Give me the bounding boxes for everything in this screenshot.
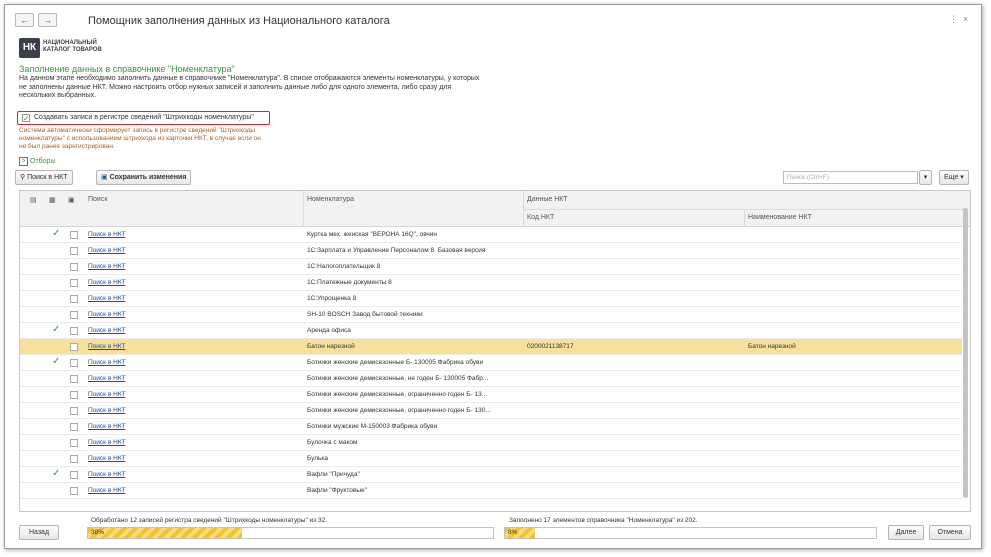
table-row[interactable] xyxy=(20,371,962,387)
left-progress-text: Обработано 12 записей регистра сведений "Штрихкоды номенклатуры" из 32. xyxy=(91,517,328,524)
nomenclature-table xyxy=(19,190,971,512)
search-nkt-link[interactable]: Поиск в НКТ xyxy=(88,359,126,366)
header-search[interactable]: Поиск xyxy=(88,196,108,203)
table-row[interactable] xyxy=(20,419,962,435)
table-row[interactable] xyxy=(20,291,962,307)
table-row[interactable] xyxy=(20,483,962,499)
next-button[interactable]: Далее xyxy=(888,525,924,540)
nkt-code-cell: 0200021138717 xyxy=(527,343,574,350)
create-records-hint: Система автоматически сформирует запись в регистре сведений "Штрихкоды номенклатуры" с использованием штрихкода из карточки НКТ, в случае если он не был ранее зарегистрирован. xyxy=(19,127,261,150)
search-nkt-link[interactable]: Поиск в НКТ xyxy=(88,327,126,334)
chevron-right-icon: > xyxy=(19,157,28,166)
nomenclature-cell: Ботинки женские демисезонные, не годен Б- 130005 Фабр... xyxy=(307,375,489,382)
assistant-window xyxy=(4,4,982,549)
left-progress-bar xyxy=(87,527,494,539)
right-progress-bar xyxy=(504,527,877,539)
search-nkt-link[interactable]: Поиск в НКТ xyxy=(88,423,126,430)
window-title: Помощник заполнения данных из Национального каталога xyxy=(88,15,390,27)
create-records-checkbox[interactable]: ✓ xyxy=(23,114,30,123)
header-divider xyxy=(524,209,964,210)
filled-check-icon: ✓ xyxy=(52,356,61,367)
row-checkbox[interactable] xyxy=(70,487,78,495)
more-label: Еще xyxy=(944,174,959,181)
search-nkt-link[interactable]: Поиск в НКТ xyxy=(88,295,126,302)
step-description: На данном этапе необходимо заполнить данные в справочнике "Номенклатура". В списке отображаются элементы номенклатуры, у которых не заполнены данные НКТ. Можно настроить отбор нужных записей и заполнить данные либо для одного элемента, либо сразу для нескольких выбранных. xyxy=(19,75,480,99)
table-row[interactable] xyxy=(20,387,962,403)
table-row[interactable] xyxy=(20,339,962,355)
create-records-label: Создавать записи в регистре сведений "Штрихкоды номенклатуры" xyxy=(34,114,254,121)
table-row[interactable] xyxy=(20,355,962,371)
nomenclature-cell: Аренда офиса xyxy=(307,327,351,334)
search-nkt-link[interactable]: Поиск в НКТ xyxy=(88,343,126,350)
nkt-logo-mark: НК xyxy=(19,38,40,58)
table-row[interactable] xyxy=(20,403,962,419)
row-checkbox[interactable] xyxy=(70,247,78,255)
row-checkbox[interactable] xyxy=(70,295,78,303)
right-progress-percent: 8% xyxy=(508,529,518,536)
row-checkbox[interactable] xyxy=(70,231,78,239)
search-options-button[interactable] xyxy=(919,170,932,185)
search-nkt-link[interactable]: Поиск в НКТ xyxy=(88,439,126,446)
header-nkt-name[interactable]: Наименование НКТ xyxy=(748,214,812,221)
table-row[interactable] xyxy=(20,435,962,451)
logo-line-2: КАТАЛОГ ТОВАРОВ xyxy=(43,47,102,53)
arrow-right-icon: → xyxy=(43,15,52,25)
header-nkt-code[interactable]: Код НКТ xyxy=(527,214,555,221)
table-row[interactable] xyxy=(20,243,962,259)
nomenclature-cell: Батон нарезной xyxy=(307,343,355,350)
save-icon: ▣ xyxy=(101,174,108,181)
row-checkbox[interactable] xyxy=(70,391,78,399)
nomenclature-cell: Ботинки женские демисезонные, ограниченно годен Б- 130... xyxy=(307,407,491,414)
row-checkbox[interactable] xyxy=(70,455,78,463)
row-checkbox[interactable] xyxy=(70,311,78,319)
nkt-logo-text xyxy=(43,40,102,54)
search-nkt-label: Поиск в НКТ xyxy=(27,174,68,181)
search-nkt-link[interactable]: Поиск в НКТ xyxy=(88,279,126,286)
nomenclature-cell: Ботинки женские демисезонные Б- 130005 Фабрика обуви xyxy=(307,359,484,366)
table-row[interactable] xyxy=(20,259,962,275)
search-nkt-link[interactable]: Поиск в НКТ xyxy=(88,263,126,270)
nomenclature-cell: SH-10 BOSCH Завод бытовой техники xyxy=(307,311,423,318)
search-nkt-link[interactable]: Поиск в НКТ xyxy=(88,231,126,238)
search-nkt-button[interactable] xyxy=(15,170,73,185)
nomenclature-cell: Булочка с маком xyxy=(307,439,358,446)
row-checkbox[interactable] xyxy=(70,423,78,431)
row-checkbox[interactable] xyxy=(70,439,78,447)
nomenclature-cell: Куртка мех. женская "ВЕРОНА 16Q", овчин xyxy=(307,231,438,238)
nomenclature-cell: Вафли "Причуда" xyxy=(307,471,360,478)
create-records-option[interactable] xyxy=(17,111,270,125)
left-progress-fill xyxy=(88,528,242,538)
nomenclature-cell: 1С:Упрощенка 8 xyxy=(307,295,357,302)
scrollbar-thumb[interactable] xyxy=(963,208,968,498)
logo-line-1: НАЦИОНАЛЬНЫЙ xyxy=(43,40,97,46)
header-nomenclature[interactable]: Номенклатура xyxy=(307,196,354,203)
search-nkt-link[interactable]: Поиск в НКТ xyxy=(88,471,126,478)
nomenclature-cell: Вафли "Фруктовые" xyxy=(307,487,367,494)
nomenclature-cell: Ботинки женские демисезонные, ограниченно годен Б- 13... xyxy=(307,391,488,398)
row-checkbox[interactable] xyxy=(70,343,78,351)
chevron-down-icon: ▾ xyxy=(923,174,928,181)
table-row[interactable] xyxy=(20,323,962,339)
filled-check-icon: ✓ xyxy=(52,324,61,335)
column-divider xyxy=(303,191,304,227)
search-nkt-link[interactable]: Поиск в НКТ xyxy=(88,247,126,254)
left-progress-percent: 38% xyxy=(91,529,105,536)
save-column-icon[interactable]: ▣ xyxy=(68,197,75,204)
cancel-button[interactable]: Отмена xyxy=(929,525,971,540)
row-checkbox[interactable] xyxy=(70,407,78,415)
filled-check-icon: ✓ xyxy=(52,228,61,239)
search-input[interactable]: Поиск (Ctrl+F) xyxy=(783,171,918,184)
filters-label: Отборы xyxy=(30,158,56,165)
deselect-all-icon[interactable]: ▦ xyxy=(49,197,56,204)
back-nav-button[interactable] xyxy=(15,13,34,27)
row-checkbox[interactable] xyxy=(70,471,78,479)
search-nkt-link[interactable]: Поиск в НКТ xyxy=(88,391,126,398)
close-icon[interactable]: × xyxy=(963,14,969,24)
search-nkt-link[interactable]: Поиск в НКТ xyxy=(88,487,126,494)
row-checkbox[interactable] xyxy=(70,327,78,335)
nomenclature-cell: 1С:Платежные документы 8 xyxy=(307,279,392,286)
more-button[interactable] xyxy=(939,170,969,185)
magnifier-icon: ⚲ xyxy=(20,174,26,181)
row-checkbox[interactable] xyxy=(70,375,78,383)
caret-down-icon: ▾ xyxy=(960,174,964,181)
filters-toggle[interactable] xyxy=(19,157,55,166)
table-row[interactable] xyxy=(20,451,962,467)
back-button[interactable]: Назад xyxy=(19,525,59,540)
more-menu-icon[interactable]: ⋮ xyxy=(949,14,958,24)
header-nkt-data: Данные НКТ xyxy=(527,196,568,203)
table-header xyxy=(20,191,970,227)
filled-check-icon: ✓ xyxy=(52,468,61,479)
save-changes-label: Сохранить изменения xyxy=(109,174,187,181)
nkt-name-cell: Батон нарезной xyxy=(748,343,796,350)
row-checkbox[interactable] xyxy=(70,279,78,287)
vertical-scrollbar[interactable] xyxy=(962,205,969,505)
search-nkt-link[interactable]: Поиск в НКТ xyxy=(88,407,126,414)
search-nkt-link[interactable]: Поиск в НКТ xyxy=(88,455,126,462)
arrow-left-icon: ← xyxy=(20,15,29,25)
nomenclature-cell: 1С:Налогоплательщик 8 xyxy=(307,263,381,270)
search-nkt-link[interactable]: Поиск в НКТ xyxy=(88,375,126,382)
nomenclature-cell: Ботинки мужские М-150003 Фабрика обуви xyxy=(307,423,438,430)
section-title: Заполнение данных в справочнике "Номенклатура" xyxy=(19,64,235,74)
forward-nav-button[interactable] xyxy=(38,13,57,27)
table-row[interactable] xyxy=(20,467,962,483)
table-row[interactable] xyxy=(20,307,962,323)
search-nkt-link[interactable]: Поиск в НКТ xyxy=(88,311,126,318)
save-changes-button[interactable] xyxy=(96,170,191,185)
table-row[interactable] xyxy=(20,227,962,243)
nomenclature-cell: 1С:Зарплата и Управление Персоналом 8. Базовая версия xyxy=(307,247,486,254)
column-divider xyxy=(744,209,745,227)
row-checkbox[interactable] xyxy=(70,359,78,367)
row-checkbox[interactable] xyxy=(70,263,78,271)
title-bar xyxy=(5,5,981,31)
right-progress-text: Заполнено 17 элементов справочника "Номенклатура" из 202. xyxy=(509,517,698,524)
table-row[interactable] xyxy=(20,275,962,291)
select-all-icon[interactable]: ▤ xyxy=(30,197,37,204)
nomenclature-cell: Булька xyxy=(307,455,329,462)
